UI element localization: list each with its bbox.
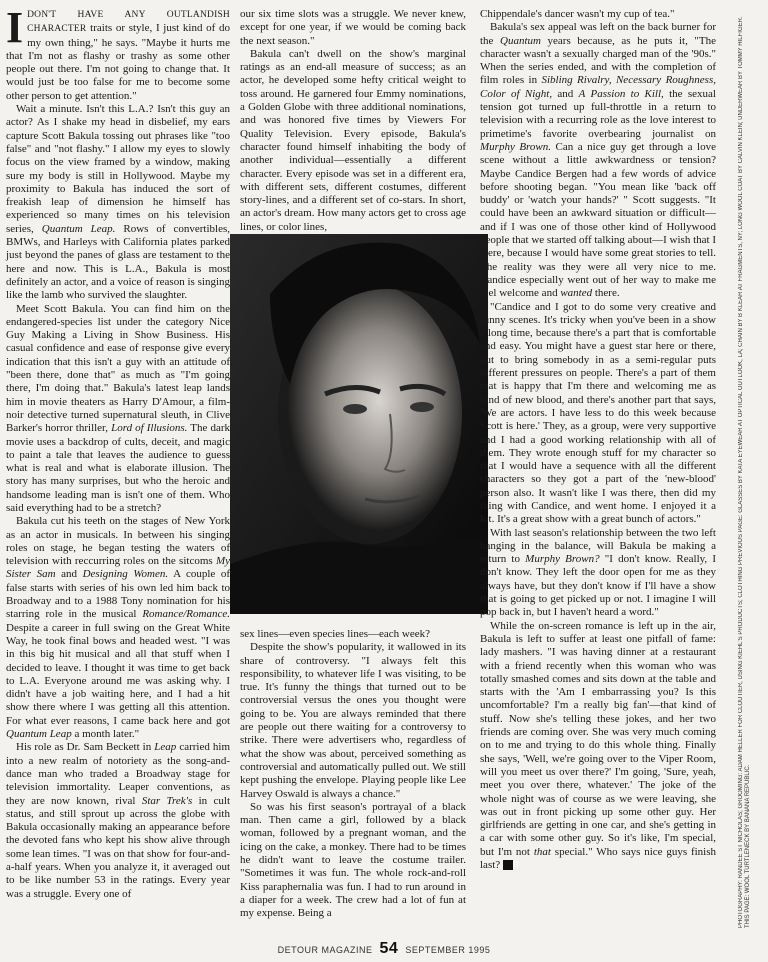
article-column-1 — [6, 3, 231, 901]
body-paragraph: Bakula's sex appeal was left on the back burner for the Quantum years because, as he puts it, "The character wasn't a sexually charged man of the '90s." When the series ended, and with the completion of film roles in Sibling Rivalry, Necessary Roughness, Color of Night, and A Passion to Kill, the sexual tension got turned up full-throttle in a return to television with a recurring role as the love interest to primetime's favorite overbearing journalist on Murphy Brown. Can a nice guy get through a love scene without a little awkwardness or tension? Maybe Candice Bergen had a few words of advice before shooting began. "You mean like 'back off buddy' or 'watch your hands?' " Scott suggests. "It could have been an awkward situation or difficult—and if I was one of those other kind of Hollywood people that we started off talking about—I wish that I were, because I would have some great stories to tell. The reality was they were all very nice to me. Candice especially went out of her way to make me feel welcome and wanted there. — [480, 21, 716, 300]
issue-date: SEPTEMBER 1995 — [405, 945, 491, 955]
body-paragraph: While the on-screen romance is left up in the air, Bakula is left to suffer at least one pitfall of fame: lady mashers. "I was having dinner at a restaurant with a friend recently when this woman who was totally smashed comes and sits down at the table and starts with the 'Am I embarrassing you? Is this uncomfortable? I'm a really big fan'—that kind of stuff. Now she's telling these jokes, and her two friends are coming over. She was very much coming on to me and trying to do this whole thing. Finally she says, 'Well, we're going over to the Viper Room, will you meet us over there?' I'm going, 'Sure, yeah, meet you over there, whatever.' The joke of the whole night was of course as we were leaving, she was out in front picking up some other guy. Her girlfriends are getting in one car, and she's getting in a car with some other guy. So it's like, I'm special, but I'm not that special." Who says nice guys finish last? D — [480, 619, 717, 871]
portrait-photo — [230, 234, 488, 614]
body-paragraph: Bakula can't dwell on the show's marginal ratings as an end-all measure of success; as an actor, he developed some hefty critical weight to toss around. He garnered four Emmy nominations, a Golden Globe with three additional nominations, and was honored five times by Viewers For Quality Television. Every episode, Bakula's character found himself inhabiting the body of another individual—essentially a different character. Every episode was set in a different era, with different sets, different costumes, different story-lines, and a different set of co-stars. In short, an actor's dream. How many actors get to cross age lines, or color lines, — [240, 47, 466, 233]
body-paragraph: Bakula cut his teeth on the stages of New York as an actor in musicals. In between his singing roles on stage, he began testing the waters of television with reccurring roles on the sitcoms My Sister Sam and Designing Women. A couple of false starts with series of his own led him back to Broadway and to a 1988 Tony nomination for his starring role in the musical Romance/Romance. Despite a career in full swing on the Great White Way, he took final bows and headed west. "I was in this big hit musical and all that stuff when I decided to leave. I thought it was time to get back to L.A. Everyone around me was asking why. I didn't have a job waiting here, and I had a hit show there where I was getting all this attention. For what ever reasons, I came back here and got Quantum Leap a month later." — [6, 515, 231, 741]
body-paragraph: Wait a minute. Isn't this L.A.? Isn't this guy an actor? As I shake my head in disbelief, my ears capture Scott Bakula tossing out phrases like "too false" and "not flashy." I allow my eyes to slowly focus on the view framed by a window, making sure my body is still in Hollywood. Maybe my proximity to Bakula has induced the sort of freakish leap of dimension he himself has experienced so many times on his television series, Quantum Leap. Rows of convertibles, BMWs, and Harleys with California plates parked just beyond the panes of glass are testament to the here and now. This is L.A., Bakula is most definitely an actor, and a voice of reason is singing like the lamb who survived the slaughter. — [6, 103, 230, 302]
drop-cap: I — [6, 3, 24, 52]
body-paragraph: With last season's relationship between the two left hanging in the balance, will Bakula be making a return to Murphy Brown? "I don't know. Really, I don't know. They left the door open for me as they always have, but they don't know if I'll have a show that is going to get picked up or not. I imagine I will pop back in, but I haven't heard a word." — [480, 526, 717, 619]
portrait-image — [230, 234, 488, 614]
page-number: 54 — [379, 940, 399, 957]
body-paragraph: "Candice and I got to do some very creative and funny scenes. It's tricky when you've been in a show a long time, because there's a part that is comfortable and easy. You might have a guest star here or there, but to bring somebody in as a semi-regular puts different pressures on people. There's a part of them that is happy that I'm there and welcoming me as kind of new blood, and there's another part that says, 'We are actors. I have less to do this week because Scott is here.' They, as a group, were very supportive and I had a good working relationship with all of them. They wrote enough stuff for my character so that I would have a sequence with all the different characters so they got a part of the 'new-blood' person also. It wasn't like I was there, then did my thing with Candice, and went home. I enjoyed it a lot. It's a great show with a great bunch of actors." — [480, 300, 716, 526]
magazine-name: DETOUR MAGAZINE — [277, 945, 373, 955]
body-paragraph: our six time slots was a struggle. We never knew, except for one year, if we would be coming back the next season." — [240, 8, 466, 47]
article-column-3 — [480, 8, 716, 872]
intro-paragraph: IDON'T HAVE ANY OUTLANDISH CHARACTER traits or style, I just kind of do my own thing," he says. "Maybe it hurts me that I'm not as flashy or trashy as some other people out there. I'm not going to change that. It would just be too false for me to become some other person to get attention." — [6, 3, 230, 102]
page-footer — [0, 940, 768, 958]
body-paragraph: So was his first season's portrayal of a black man. Then came a girl, followed by a black woman, followed by a pregnant woman, and the icing on the cake, a monkey. There had to be times he didn't want to leave the costume trailer. "Sometimes it was fun. The whole rock-and-roll Kiss paraphernalia was fun. I had to run around in a diaper for a week. The crew had a lot of fun at my expense. Being a — [240, 800, 466, 920]
body-paragraph: His role as Dr. Sam Beckett in Leap carried him into a new realm of notoriety as the song-and-dance man who traded a Broadway stage for television immortality. Leaper conventions, as they are now known, rival Star Trek's in cult status, and still sprout up across the globe with Bakula occasionally making an appearance before the devoted fans who kept his show alive through some lean times. "I was on that show for four-and-a-half years. When you analyze it, it averaged out to be like number 53 in the ratings. Every year was a struggle. Every one of — [6, 741, 231, 900]
photo-credits — [738, 8, 760, 928]
body-paragraph: sex lines—even species lines—each week? — [240, 628, 430, 640]
article-column-2-top — [240, 8, 466, 234]
body-paragraph: Chippendale's dancer wasn't my cup of tea." — [480, 8, 675, 20]
credits-text: PHOTOGRAPHY: RANDEE ST NICHOLAS; GROOMING: ADAM HELLER FOR CLOUTIER, USING KIEHL'S PRODUCTS; CLOTHING PREVIOUS PAGE: GLASSES BY KATA EYEWEAR AT OPTICAL OUTLOOK, LA; CHAIN BY B KLEAR AT FRAGMENTS, NY; LONG WOOL COAT BY CALVIN KLEIN; UNDERWEAR BY TOMMY HILFIGER. THIS PAGE: WOOL TURTLENECK BY BANANA REPUBLIC. — [738, 16, 751, 928]
article-column-2-bottom — [240, 628, 466, 921]
end-mark-icon: D — [503, 860, 513, 870]
body-paragraph: Despite the show's popularity, it wallowed in its share of controversy. "I always felt this responsibility, to whatever life I was visiting, to be true. It's funny the things that turned out to be controversial versus the ones you thought were going to be. You are always reminded that there are people out there waiting for a controversy to strike. There were advertisers who, regardless of what the show was about, perceived something as controversial and automatically pulled out. We still kept pushing the envelope. Playing people like Lee Harvey Oswald is always a chance." — [240, 641, 466, 800]
body-paragraph: Meet Scott Bakula. You can find him on the endangered-species list under the category Nice Guy Making a Living in Show Business. His casual confidence and ease of response give every indication that this isn't a guy with an attitude of "been there, done that" as much as "I'm going there, I'm doing that." Bakula's latest leap lands him in movie theaters as Harry D'Amour, a film-noir detective turned supernatural sleuth, in Clive Barker's horror thriller, Lord of Illusions. The dark movie uses a backdrop of cults, deceit, and magic to paint a tale that leaves the audience to guess what is real and what is elaborate illusion. The story has many surprises, but who the heroic and handsome leading man is isn't one of them. Who said everything had to be a stretch? — [6, 302, 230, 514]
